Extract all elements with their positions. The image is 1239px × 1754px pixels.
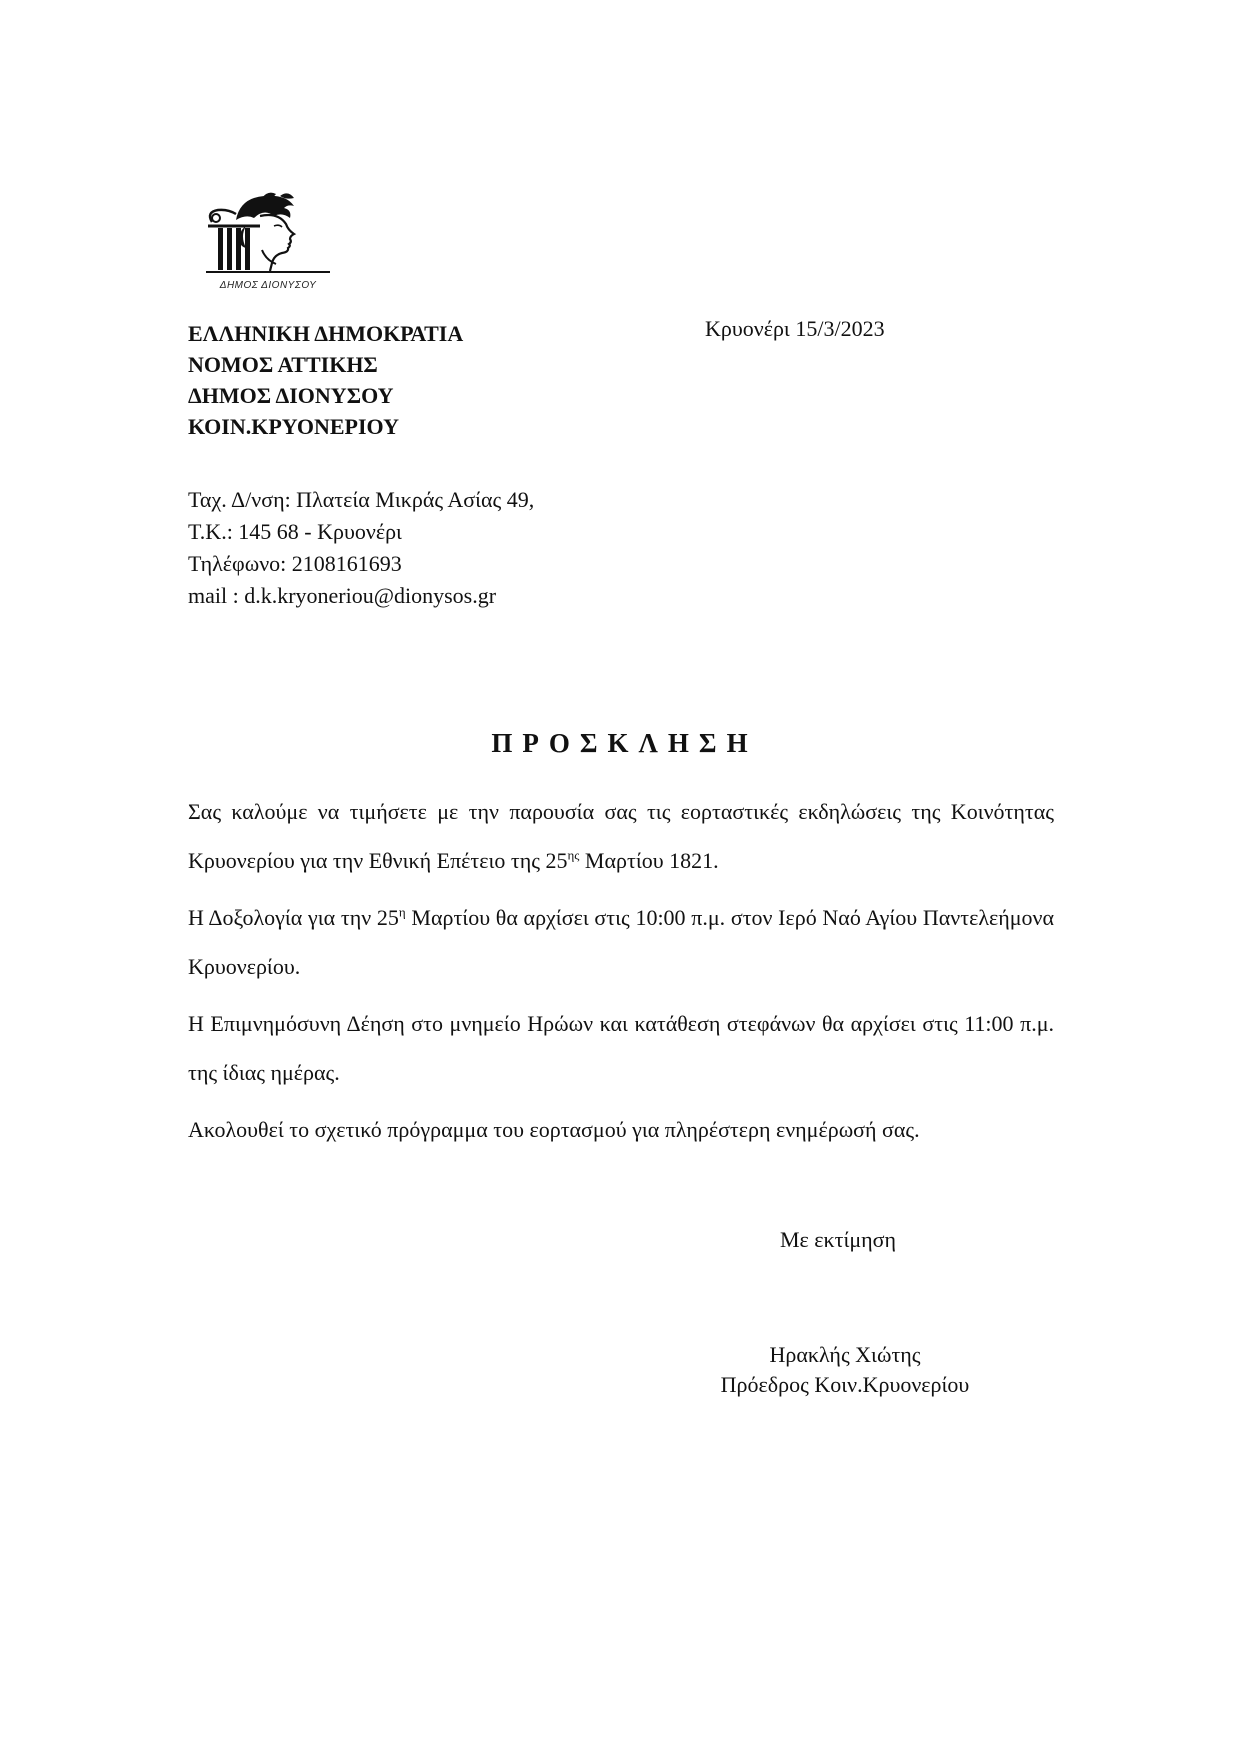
paragraph-doxology	[188, 893, 1054, 991]
document-date: Κρυονέρι 15/3/2023	[705, 316, 885, 341]
logo-caption: ΔΗΜΟΣ ΔΙΟΝΥΣΟΥ	[219, 280, 317, 291]
contact-postal-code: Τ.Κ.: 145 68 - Κρυονέρι	[188, 519, 402, 544]
dionysos-head-logo-icon	[202, 190, 334, 280]
ordinal-suffix: η	[398, 904, 406, 920]
paragraph-doxology-text: Η Δοξολογία για την 25	[188, 905, 399, 930]
document-title: ΠΡΟΣΚΛΗΣΗ	[491, 728, 758, 758]
signatory-role: Πρόεδρος Κοιν.Κρυονερίου	[720, 1372, 970, 1397]
signature-block	[680, 1340, 1010, 1400]
paragraph-invitation	[188, 787, 1054, 885]
issuer-header	[188, 318, 463, 442]
header-line-prefecture: ΝΟΜΟΣ ΑΤΤΙΚΗΣ	[188, 352, 378, 377]
paragraph-invitation-text-end: Μαρτίου 1821.	[579, 848, 719, 873]
contact-email: mail : d.k.kryoneriou@dionysos.gr	[188, 583, 497, 608]
closing-salutation: Με εκτίμηση	[780, 1227, 897, 1252]
paragraph-memorial: Η Επιμνημόσυνη Δέηση στο μνημείο Ηρώων και κατάθεση στεφάνων θα αρχίσει στις 11:00 π.μ. της ίδιας ημέρας.	[188, 1011, 1054, 1085]
contact-address: Ταχ. Δ/νση: Πλατεία Μικράς Ασίας 49,	[188, 487, 535, 512]
paragraph-program: Ακολουθεί το σχετικό πρόγραμμα του εορτασμού για πληρέστερη ενημέρωσή σας.	[188, 1117, 920, 1142]
municipality-logo	[202, 190, 334, 298]
letter-body	[188, 787, 1054, 1162]
contact-phone: Τηλέφωνο: 2108161693	[188, 551, 402, 576]
paragraph-doxology-text-end: Μαρτίου θα αρχίσει στις 10:00 π.μ. στον Ιερό Ναό Αγίου Παντελεήμονα Κρυονερίου.	[188, 905, 1055, 979]
ordinal-suffix: ης	[567, 847, 580, 863]
contact-block	[188, 484, 534, 612]
paragraph-invitation-text: Σας καλούμε να τιμήσετε με την παρουσία σας τις εορταστικές εκδηλώσεις της Κοινότητας Κρυονερίου για την Εθνική Επέτειο της 25	[188, 799, 1054, 873]
header-line-community: ΚΟΙΝ.ΚΡΥΟΝΕΡΙΟΥ	[188, 414, 399, 439]
header-line-republic: ΕΛΛΗΝΙΚΗ ΔΗΜΟΚΡΑΤΙΑ	[188, 321, 464, 346]
header-line-municipality: ΔΗΜΟΣ ΔΙΟΝΥΣΟΥ	[188, 383, 394, 408]
signatory-name: Ηρακλής Χιώτης	[769, 1342, 921, 1367]
